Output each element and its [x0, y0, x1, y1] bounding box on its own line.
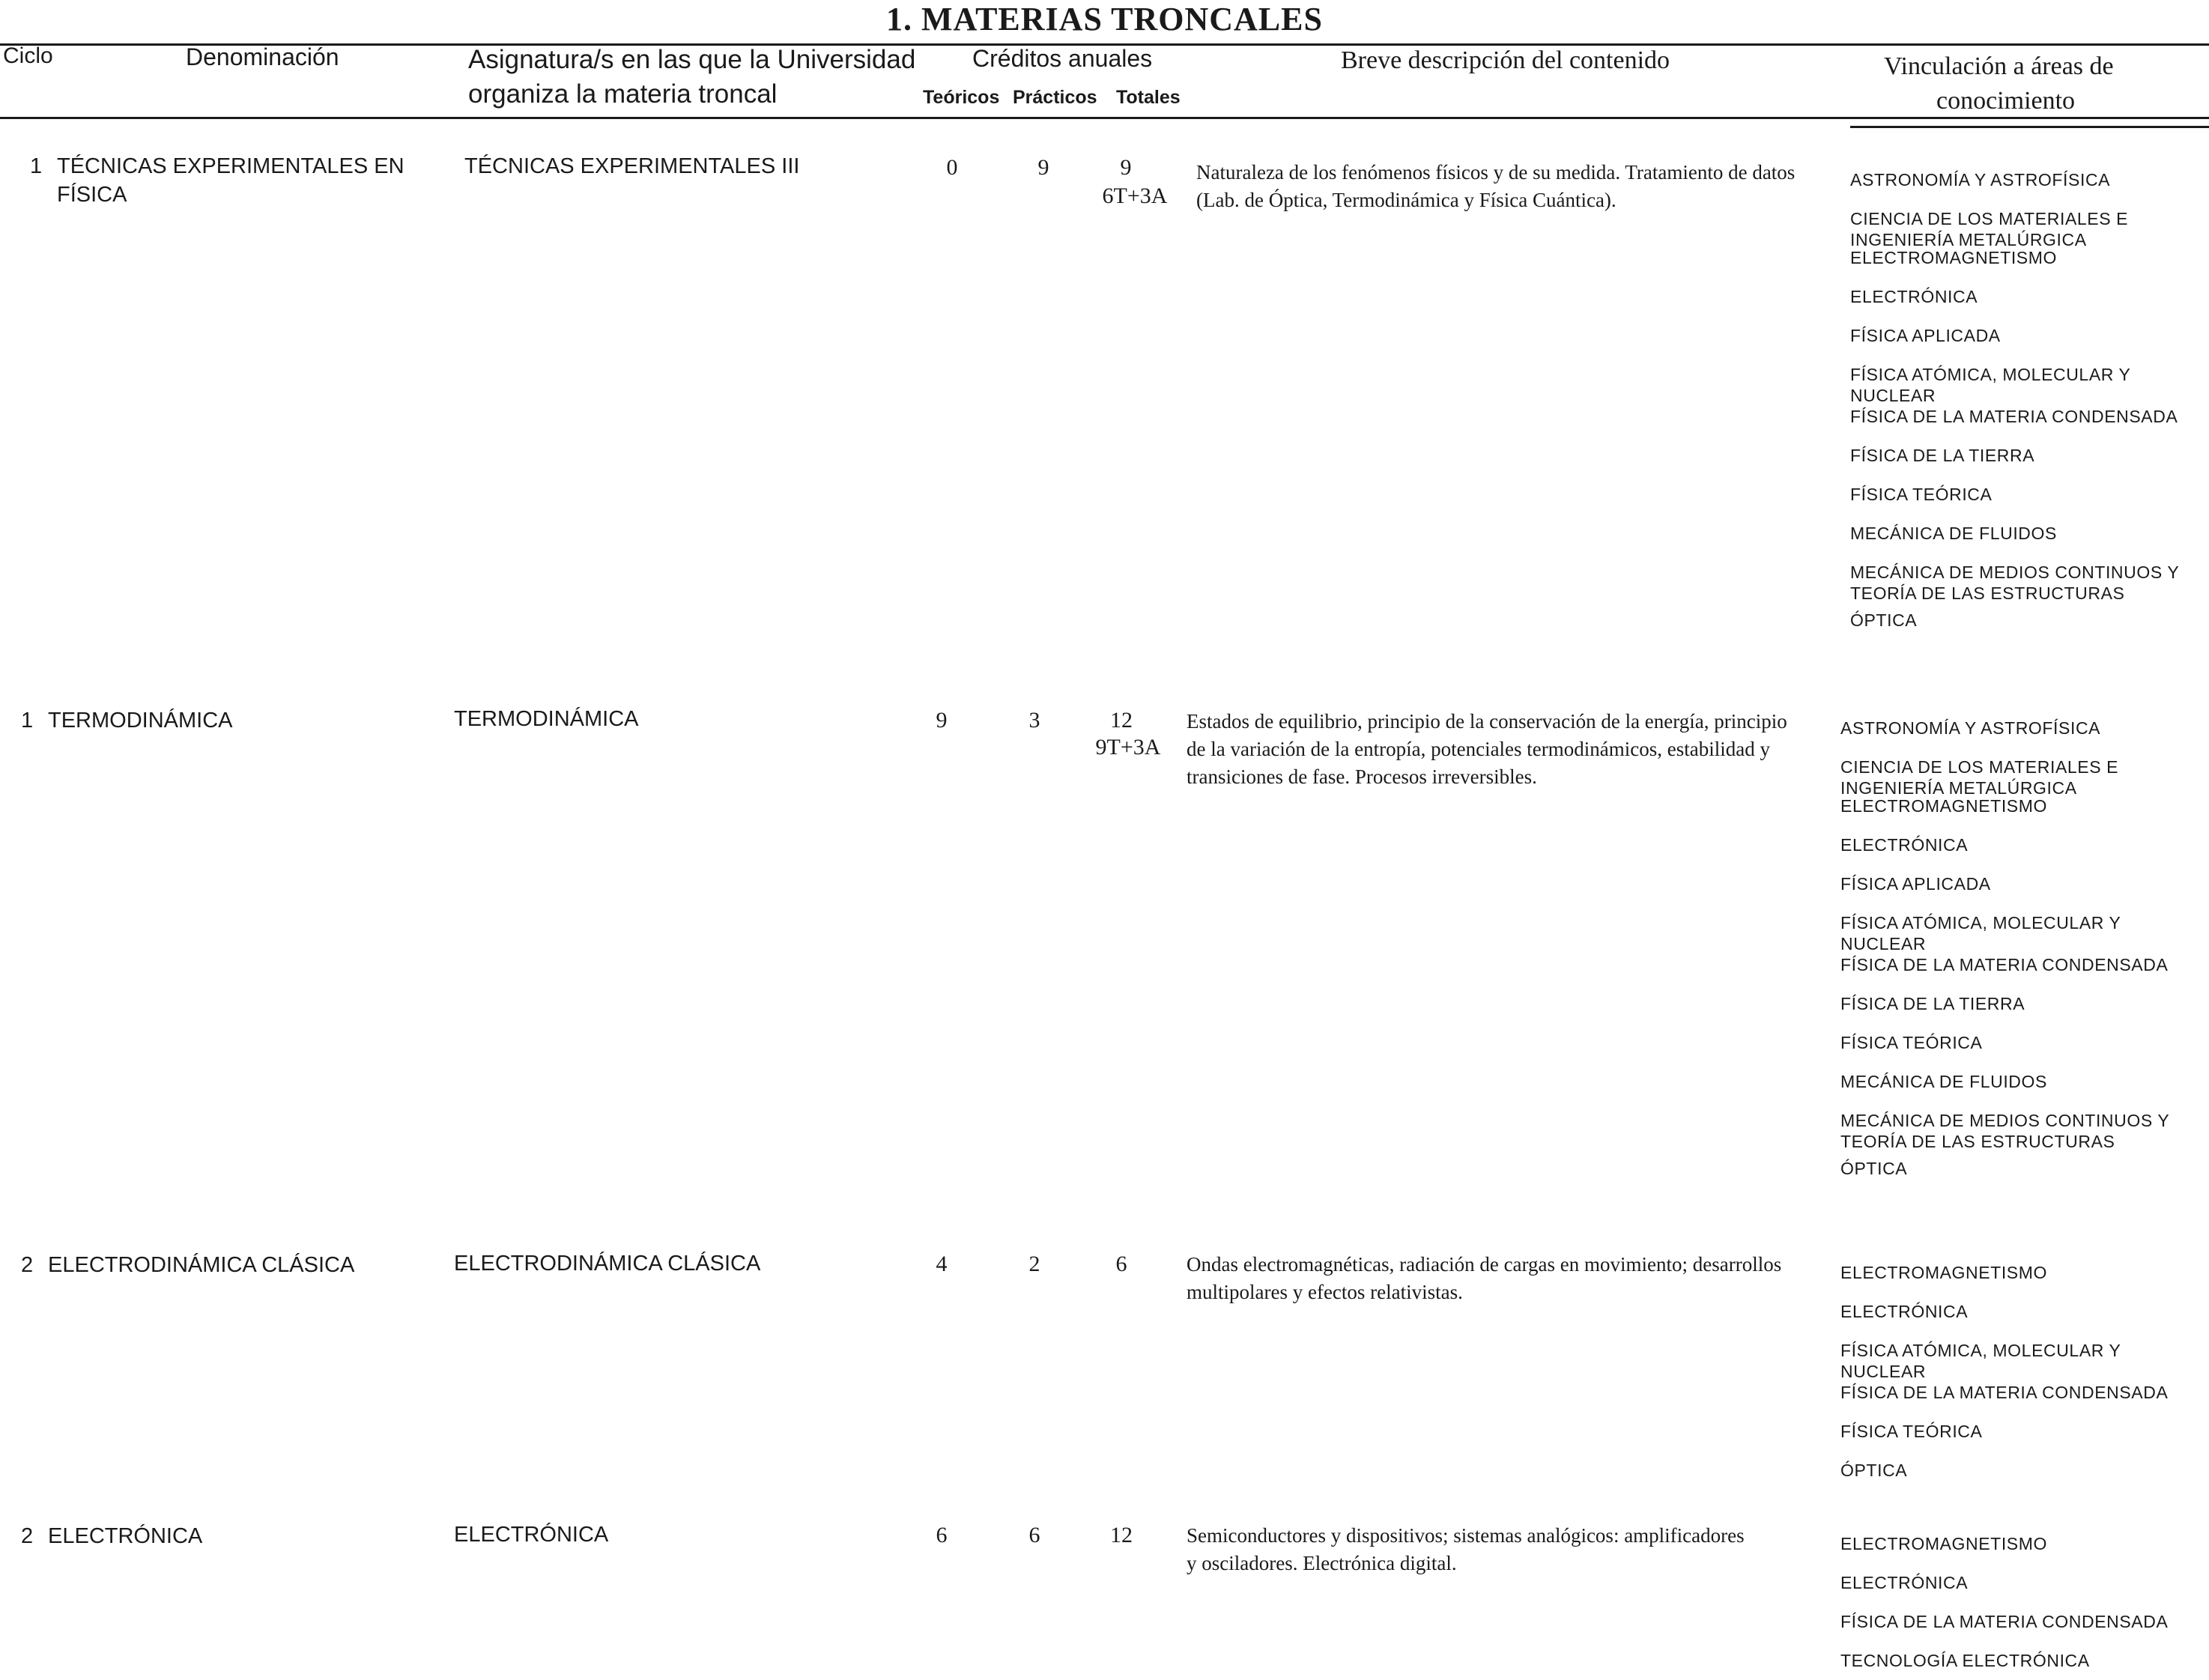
- area-item: FÍSICA APLICADA: [1850, 326, 2001, 345]
- area-item: FÍSICA APLICADA: [1840, 874, 1991, 894]
- area-item: ELECTROMAGNETISMO: [1840, 1263, 2048, 1282]
- row-asignatura: TERMODINÁMICA: [454, 707, 639, 731]
- row-denominacion: ELECTRODINÁMICA CLÁSICA: [48, 1253, 355, 1277]
- area-item: FÍSICA ATÓMICA, MOLECULAR Y NUCLEAR: [1840, 913, 2121, 953]
- area-item: CIENCIA DE LOS MATERIALES E INGENIERÍA METALÚRGICA: [1840, 757, 2119, 798]
- area-item: ELECTROMAGNETISMO: [1850, 248, 2058, 267]
- area-item: FÍSICA TEÓRICA: [1850, 485, 1993, 504]
- area-item: MECÁNICA DE FLUIDOS: [1840, 1072, 2047, 1091]
- row-practicos: 2: [1028, 1252, 1040, 1276]
- row-asignatura: ELECTRÓNICA: [454, 1523, 609, 1547]
- row-areas: [1840, 718, 2209, 1188]
- area-item: TECNOLOGÍA ELECTRÓNICA: [1840, 1651, 2090, 1670]
- area-item: ASTRONOMÍA Y ASTROFÍSICA: [1840, 718, 2101, 738]
- area-item: FÍSICA DE LA MATERIA CONDENSADA: [1840, 1383, 2169, 1402]
- area-item: CIENCIA DE LOS MATERIALES E INGENIERÍA METALÚRGICA: [1850, 209, 2129, 249]
- row-denominacion: TERMODINÁMICA: [48, 709, 233, 733]
- row-denominacion: TÉCNICAS EXPERIMENTALES EN: [57, 154, 404, 178]
- header-teoricos: Teóricos: [923, 87, 1000, 108]
- area-item: ÓPTICA: [1840, 1461, 1908, 1480]
- area-item: ELECTROMAGNETISMO: [1840, 796, 2048, 816]
- header-denominacion: Denominación: [186, 43, 339, 70]
- area-item: ÓPTICA: [1850, 610, 1918, 630]
- header-asignatura-line1: Asignatura/s en las que la Universidad: [468, 45, 916, 74]
- row-areas: [1850, 169, 2209, 640]
- area-item: FÍSICA TEÓRICA: [1840, 1422, 1983, 1441]
- row-practicos: 6: [1028, 1523, 1040, 1547]
- row-totales: 9: [1120, 155, 1132, 180]
- page-title: 1. MATERIAS TRONCALES: [886, 1, 1323, 37]
- row-ciclo: 2: [21, 1524, 34, 1548]
- row-denominacion: ELECTRÓNICA: [48, 1524, 203, 1548]
- area-item: FÍSICA ATÓMICA, MOLECULAR Y NUCLEAR: [1850, 365, 2131, 405]
- row-asignatura: TÉCNICAS EXPERIMENTALES III: [464, 154, 800, 178]
- row-descripcion: Ondas electromagnéticas, radiación de cargas en movimiento; desarrollos multipolares y efectos relativistas.: [1187, 1253, 1782, 1303]
- header-vinculacion-line2: conocimiento: [1936, 87, 2076, 115]
- row-teoricos: 4: [936, 1252, 948, 1276]
- area-item: MECÁNICA DE FLUIDOS: [1850, 524, 2057, 543]
- area-item: FÍSICA TEÓRICA: [1840, 1033, 1983, 1052]
- row-descripcion: Semiconductores y dispositivos; sistemas analógicos: amplificadores y osciladores. Electrónica digital.: [1187, 1524, 1745, 1574]
- area-item: ÓPTICA: [1840, 1159, 1908, 1178]
- area-item: ELECTROMAGNETISMO: [1840, 1534, 2048, 1553]
- area-item: FÍSICA DE LA TIERRA: [1840, 994, 2025, 1013]
- header-vinculacion-line1: Vinculación a áreas de: [1884, 52, 2114, 80]
- row-descripcion: Estados de equilibrio, principio de la conservación de la energía, principio de la variación de la entropía, potenciales termodinámicos, estabilidad y transiciones de fase. Procesos irreversibles.: [1187, 710, 1787, 788]
- row-teoricos: 6: [936, 1523, 948, 1547]
- row-denominacion-cont: FÍSICA: [57, 183, 127, 207]
- area-item: MECÁNICA DE MEDIOS CONTINUOS Y TEORÍA DE LAS ESTRUCTURAS: [1840, 1111, 2169, 1151]
- area-item: FÍSICA DE LA MATERIA CONDENSADA: [1840, 955, 2169, 974]
- area-item: FÍSICA DE LA TIERRA: [1850, 446, 2035, 465]
- row-ciclo: 1: [21, 709, 34, 733]
- area-item: MECÁNICA DE MEDIOS CONTINUOS Y TEORÍA DE LAS ESTRUCTURAS: [1850, 562, 2179, 603]
- row-asignatura: ELECTRODINÁMICA CLÁSICA: [454, 1252, 761, 1276]
- area-item: ELECTRÓNICA: [1840, 1302, 1969, 1321]
- header-bottom-rule: [0, 117, 2209, 119]
- row-totales: 12: [1110, 708, 1133, 733]
- row-practicos: 3: [1028, 708, 1040, 733]
- row-descripcion: Naturaleza de los fenómenos físicos y de su medida. Tratamiento de datos (Lab. de Óptica, Termodinámica y Física Cuántica).: [1196, 161, 1796, 211]
- row-totales-note: 9T+3A: [1095, 735, 1161, 759]
- area-item: ASTRONOMÍA Y ASTROFÍSICA: [1850, 170, 2111, 189]
- area-item: ELECTRÓNICA: [1840, 835, 1969, 855]
- area-item: ELECTRÓNICA: [1850, 287, 1978, 306]
- header-practicos: Prácticos: [1013, 87, 1097, 108]
- header-bottom-rule-right: [1850, 126, 2209, 128]
- row-teoricos: 9: [936, 708, 948, 733]
- area-item: FÍSICA DE LA MATERIA CONDENSADA: [1850, 407, 2178, 426]
- header-descripcion: Breve descripción del contenido: [1341, 46, 1670, 74]
- row-totales: 12: [1110, 1523, 1133, 1547]
- row-areas: [1840, 1262, 2209, 1490]
- row-teoricos: 0: [946, 155, 958, 180]
- row-ciclo: 1: [30, 154, 43, 178]
- area-item: ELECTRÓNICA: [1840, 1573, 1969, 1592]
- header-totales: Totales: [1116, 87, 1181, 108]
- header-asignatura-line2: organiza la materia troncal: [468, 79, 778, 109]
- row-totales-note: 6T+3A: [1102, 184, 1168, 208]
- header-creditos: Créditos anuales: [972, 45, 1153, 72]
- row-totales: 6: [1115, 1252, 1127, 1276]
- row-ciclo: 2: [21, 1253, 34, 1277]
- area-item: FÍSICA DE LA MATERIA CONDENSADA: [1840, 1612, 2169, 1631]
- area-item: FÍSICA ATÓMICA, MOLECULAR Y NUCLEAR: [1840, 1341, 2121, 1381]
- header-ciclo: Ciclo: [3, 43, 53, 68]
- row-areas: [1840, 1533, 2209, 1680]
- row-practicos: 9: [1037, 155, 1049, 180]
